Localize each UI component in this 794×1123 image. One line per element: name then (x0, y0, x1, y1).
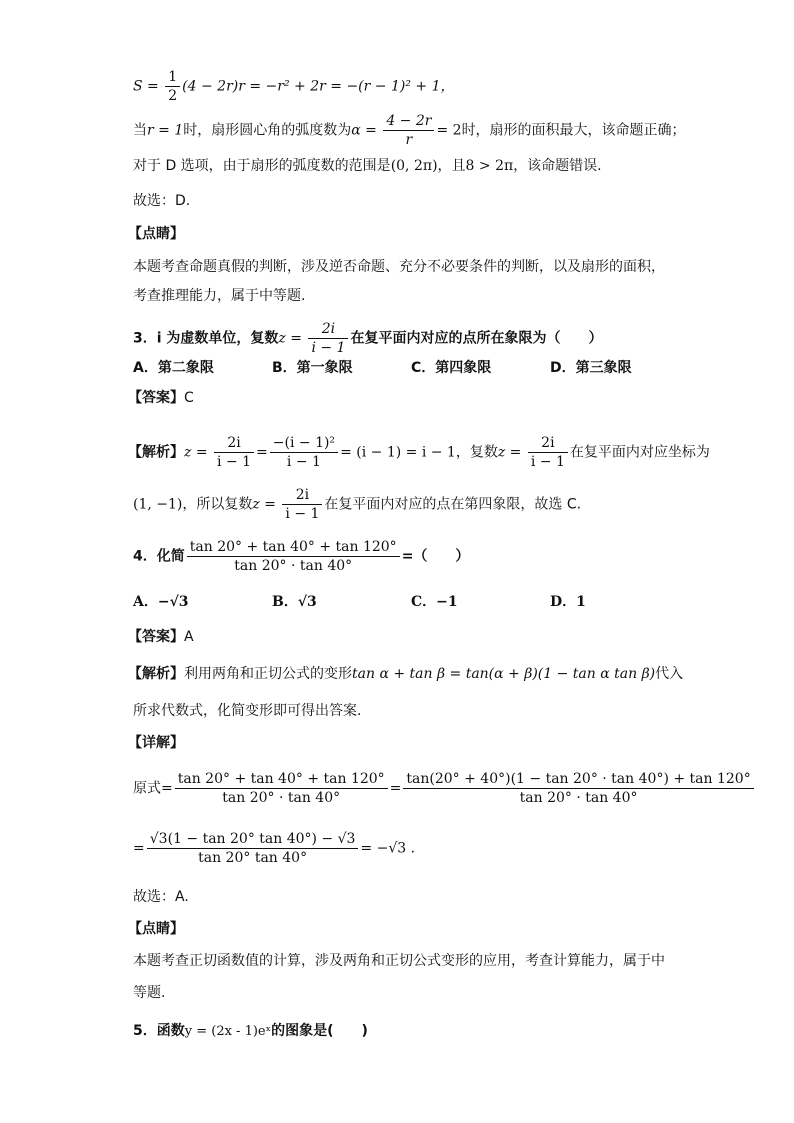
q3-a-rest: = (i − 1) = i − 1 (340, 444, 456, 461)
q3-options (133, 358, 689, 378)
q2-dianjing-label: 【点睛】 (128, 226, 184, 242)
half-den: 2 (168, 88, 178, 104)
q4-d-frac1-den: tan 20° · tan 40° (222, 790, 341, 806)
q4-d-result: = −√3 . (360, 840, 416, 857)
q4-d-frac3-den: tan 20° tan 40° (198, 850, 308, 866)
q3-a-frac2 (270, 434, 338, 471)
q2-summary-line1: 本题考查命题真假的判断，涉及逆否命题、充分不必要条件的判断，以及扇形的面积， (133, 259, 665, 275)
q4-choose: 故选：A. (133, 889, 189, 905)
q4-d-frac3 (147, 830, 359, 867)
q3-prefix: 3．i 为虚数单位，复数 (133, 330, 279, 347)
q3-a2-frac (282, 486, 322, 523)
d-interval: (0, 2π) (390, 158, 438, 174)
q5-function: y = (2x - 1)eˣ (184, 1024, 272, 1039)
q4-num: tan 20° + tan 40° + tan 120° (187, 538, 400, 557)
d-prefix: 对于 D 选项，由于扇形的弧度数的范围是 (133, 158, 391, 174)
d-end: ，该命题错误. (513, 158, 602, 174)
q3-analysis-line2 (133, 486, 581, 523)
q4-option-d: D．1 (550, 594, 586, 610)
q4-answer-label: 【答案】 (128, 629, 184, 645)
d-mid: ，且 (437, 158, 466, 174)
q3-analysis-line1 (128, 434, 710, 471)
q3-a-frac1-den: i − 1 (217, 454, 252, 470)
q3-a-z2: z = (497, 444, 526, 461)
q3-answer-value: C (184, 390, 194, 406)
q3-answer (128, 388, 194, 408)
when-end: 时，扇形的面积最大，该命题正确； (461, 122, 686, 139)
q4-d-frac2-den: tan 20° · tan 40° (519, 790, 638, 806)
q3-option-b: B．第一象限 (272, 360, 353, 376)
alpha-num: 4 − 2r (383, 112, 434, 131)
q5-stem (133, 1021, 368, 1042)
alpha-fraction (383, 112, 434, 149)
q4-analysis-line2: 所求代数式，化简变形即可得出答案. (133, 703, 362, 719)
half-num: 1 (165, 68, 180, 87)
q4-d-frac1-num: tan 20° + tan 40° + tan 120° (175, 770, 388, 789)
q4-detail-line1: 原式= $\frac{\tan 20^\circ + \tan 40^\circ + \tan 120^\circ}{\tan 20^\circ \cdot \tan 40^\circ}$ = $\frac{\tan(20^\circ + 40^\circ)(1 - \tan 20^\circ \cdot \tan 40^\circ) + \tan 120^\circ}{\tan 20^\circ \cdot \tan 40^\circ}$ (133, 770, 756, 807)
q3-z: z = (278, 330, 307, 347)
q4-a-formula: tan α + tan β = tan(α + β)(1 − tan α tan β) (352, 666, 656, 682)
q4-answer-value: A (184, 629, 194, 645)
when-mid: 时，扇形圆心角的弧度数为 (183, 122, 352, 139)
alpha-eq: α = (351, 122, 382, 139)
q4-den: tan 20° · tan 40° (234, 558, 353, 574)
option-d-analysis (133, 156, 602, 176)
q3-num: 2i (308, 320, 348, 339)
q3-a-end: 在复平面内对应坐标为 (569, 444, 710, 461)
max-area-line (133, 112, 686, 149)
q4-d-frac1 (175, 770, 388, 807)
q2-summary-line2: 考查推理能力，属于中等题. (133, 288, 306, 304)
q3-fraction (308, 320, 348, 357)
q4-d-frac2-num: tan(20° + 40°)(1 − tan 20° · tan 40°) + tan 120° (403, 770, 753, 789)
q3-a-frac1-num: 2i (214, 434, 254, 453)
q5-suffix: 的图象是( ) (271, 1023, 368, 1039)
q4-prefix: 4．化简 (133, 548, 185, 565)
q4-analysis-line1 (128, 664, 683, 684)
q3-a2-frac-num: 2i (282, 486, 322, 505)
q3-a-frac1 (214, 434, 254, 471)
q3-analysis-label: 【解析】 (128, 444, 184, 461)
q3-option-d: D．第三象限 (550, 360, 632, 376)
q4-detail-line2: = $\frac{√3(1 - \tan 20^\circ \tan 40^\circ) - √3}{\tan 20^\circ \tan 40^\circ}$ = −√3 . (133, 831, 416, 866)
q4-d-frac2 (403, 770, 753, 807)
q5-prefix: 5．函数 (133, 1023, 185, 1039)
q4-dianjing-label: 【点睛】 (128, 921, 184, 937)
q4-fraction (187, 538, 400, 575)
q3-coord: (1, −1) (133, 496, 183, 513)
q3-stem (133, 320, 602, 357)
q4-orig-label: 原式 (133, 780, 161, 797)
q4-analysis-label: 【解析】 (128, 666, 184, 682)
half-fraction (165, 68, 180, 105)
q3-a-frac3-num: 2i (528, 434, 568, 453)
q4-a-text1: 利用两角和正切公式的变形 (184, 666, 352, 682)
q3-a-mid: ，复数 (455, 444, 498, 461)
q3-a2-end: 在复平面内对应的点在第四象限，故选 C. (324, 496, 582, 513)
q3-a2-mid: ，所以复数 (182, 496, 253, 513)
q3-option-c: C．第四象限 (411, 360, 492, 376)
q3-a2-frac-den: i − 1 (285, 506, 320, 522)
q3-a2-z: z = (252, 496, 281, 513)
q3-a-frac3 (528, 434, 568, 471)
alpha-rest: = 2 (436, 122, 462, 139)
q4-stem (133, 538, 469, 575)
q4-detail-label: 【详解】 (128, 735, 184, 751)
q4-options (133, 592, 689, 612)
q4-summary-line2: 等题. (133, 985, 166, 1001)
r-equals-1: r = 1 (147, 122, 184, 139)
q3-answer-label: 【答案】 (128, 390, 184, 406)
q3-a-frac2-den: i − 1 (286, 454, 321, 470)
s-formula-rest: (4 − 2r)r = −r² + 2r = −(r − 1)² + 1， (182, 78, 455, 95)
q3-a-frac3-den: i − 1 (530, 454, 565, 470)
s-label: S = (133, 78, 164, 95)
q4-summary-line1: 本题考查正切函数值的计算，涉及两角和正切公式变形的应用，考查计算能力，属于中 (133, 953, 665, 969)
q4-option-c: C．−1 (411, 594, 458, 610)
when-prefix: 当 (133, 122, 147, 139)
q3-a-frac2-num: −(i − 1)² (270, 434, 338, 453)
q4-suffix: =（ ） (401, 548, 470, 565)
q2-choose: 故选：D. (133, 193, 191, 209)
q3-a-z: z = (184, 444, 213, 461)
q3-suffix: 在复平面内对应的点所在象限为（ ） (350, 330, 603, 347)
d-inequality: 8 > 2π (465, 158, 514, 174)
s-formula-line (133, 68, 454, 105)
q4-option-b: B．√3 (272, 594, 317, 610)
q4-answer (128, 627, 194, 647)
q3-option-a: A．第二象限 (133, 360, 214, 376)
q4-d-frac3-num: √3(1 − tan 20° tan 40°) − √3 (147, 830, 359, 849)
q4-option-a: A．−√3 (133, 594, 189, 610)
q3-a-eq: = (256, 444, 268, 461)
alpha-den: r (405, 132, 413, 148)
q4-a-text2: 代入 (655, 666, 684, 682)
q3-den: i − 1 (311, 340, 346, 356)
